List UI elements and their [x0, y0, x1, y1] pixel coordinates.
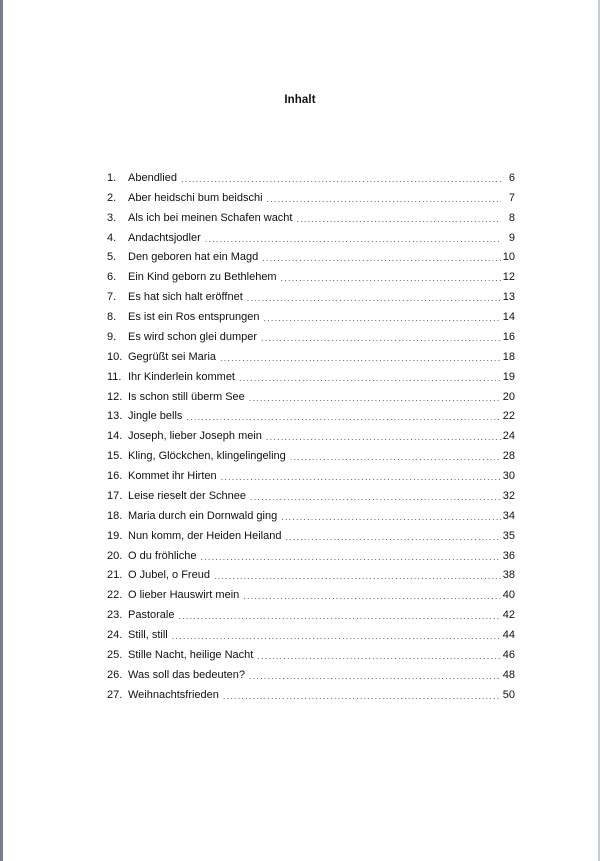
- toc-entry-title: Nun komm, der Heiden Heiland: [128, 529, 282, 542]
- toc-entry-title: Den geboren hat ein Magd: [128, 251, 259, 264]
- toc-dot-leader: [243, 589, 500, 603]
- toc-entry-page-number: 6: [508, 171, 515, 184]
- toc-entry-page-number: 12: [502, 271, 515, 284]
- page-left-edge: [0, 0, 3, 861]
- toc-dot-leader: [205, 232, 501, 246]
- toc-entry-page-number: 10: [502, 251, 515, 264]
- toc-entry-title: Was soll das bedeuten?: [128, 668, 245, 681]
- toc-entry-number: 9.: [107, 330, 117, 343]
- toc-dot-leader: [290, 450, 501, 464]
- toc-entry-title: Gegrüßt sei Maria: [128, 350, 217, 363]
- toc-entry-page-number: 13: [502, 291, 515, 304]
- toc-entry[interactable]: [107, 248, 515, 268]
- toc-entry-number: 20.: [107, 549, 123, 562]
- toc-entry-number: 17.: [107, 489, 123, 502]
- toc-entry-title: O lieber Hauswirt mein: [128, 589, 240, 602]
- toc-entry-number: 21.: [107, 569, 123, 582]
- toc-dot-leader: [220, 351, 501, 365]
- toc-entry-title: Ihr Kinderlein kommet: [128, 370, 235, 383]
- toc-entry-title: O Jubel, o Freud: [128, 569, 210, 582]
- toc-entry-number: 3.: [107, 211, 117, 224]
- toc-dot-leader: [247, 291, 501, 305]
- toc-entry-page-number: 7: [508, 191, 515, 204]
- toc-entry[interactable]: [107, 287, 515, 307]
- toc-dot-leader: [214, 569, 501, 583]
- toc-entry-title: Andachtsjodler: [128, 231, 201, 244]
- toc-entry-number: 18.: [107, 509, 123, 522]
- toc-entry-page-number: 28: [502, 450, 515, 463]
- toc-dot-leader: [296, 212, 501, 226]
- toc-entry-title: Es ist ein Ros entsprungen: [128, 311, 260, 324]
- toc-dot-leader: [223, 689, 501, 703]
- toc-entry-number: 4.: [107, 231, 117, 244]
- toc-entry[interactable]: [107, 446, 515, 466]
- toc-entry[interactable]: [107, 466, 515, 486]
- toc-entry-title: Es hat sich halt eröffnet: [128, 291, 243, 304]
- toc-entry-page-number: 35: [502, 529, 515, 542]
- toc-dot-leader: [186, 410, 500, 424]
- toc-entry-title: Als ich bei meinen Schafen wacht: [128, 211, 293, 224]
- toc-entry-number: 13.: [107, 410, 123, 423]
- toc-entry-number: 11.: [107, 370, 122, 383]
- toc-entry-number: 2.: [107, 191, 117, 204]
- page-title: Inhalt: [284, 94, 316, 106]
- toc-entry[interactable]: [107, 347, 515, 367]
- toc-entry-number: 15.: [107, 450, 123, 463]
- toc-entry-number: 8.: [107, 311, 117, 324]
- toc-entry-page-number: 14: [502, 311, 515, 324]
- toc-dot-leader: [281, 271, 501, 285]
- toc-entry[interactable]: [107, 208, 515, 228]
- toc-entry-page-number: 22: [502, 410, 515, 423]
- toc-entry-page-number: 19: [502, 370, 515, 383]
- toc-entry-title: Maria durch ein Dornwald ging: [128, 509, 278, 522]
- toc-entry[interactable]: [107, 387, 515, 407]
- toc-entry-title: Jingle bells: [128, 410, 183, 423]
- toc-dot-leader: [172, 629, 501, 643]
- toc-entry[interactable]: [107, 307, 515, 327]
- toc-dot-leader: [263, 311, 500, 325]
- toc-dot-leader: [267, 192, 501, 206]
- toc-entry-number: 7.: [107, 291, 117, 304]
- toc-entry-title: Is schon still überm See: [128, 390, 245, 403]
- toc-entry-number: 25.: [107, 648, 123, 661]
- toc-dot-leader: [178, 609, 500, 623]
- toc-entry[interactable]: [107, 585, 515, 605]
- toc-entry-title: Abendlied: [128, 171, 177, 184]
- toc-entry[interactable]: [107, 267, 515, 287]
- toc-entry-page-number: 40: [502, 589, 515, 602]
- toc-entry-page-number: 34: [502, 509, 515, 522]
- toc-entry-number: 12.: [107, 390, 123, 403]
- toc-entry-title: Es wird schon glei dumper: [128, 330, 258, 343]
- toc-entry[interactable]: [107, 407, 515, 427]
- toc-entry-number: 27.: [107, 688, 123, 701]
- toc-entry-number: 14.: [107, 430, 123, 443]
- toc-entry-title: Stille Nacht, heilige Nacht: [128, 648, 254, 661]
- toc-dot-leader: [249, 669, 501, 683]
- toc-entry[interactable]: [107, 486, 515, 506]
- toc-entry[interactable]: [107, 546, 515, 566]
- toc-entry-page-number: 20: [502, 390, 515, 403]
- toc-entry[interactable]: [107, 188, 515, 208]
- toc-dot-leader: [285, 530, 500, 544]
- toc-entry-page-number: 50: [502, 688, 515, 701]
- toc-entry[interactable]: [107, 605, 515, 625]
- toc-entry-title: Aber heidschi bum beidschi: [128, 191, 263, 204]
- toc-entry-page-number: 16: [502, 330, 515, 343]
- toc-entry[interactable]: [107, 228, 515, 248]
- toc-entry[interactable]: [107, 367, 515, 387]
- toc-entry-page-number: 24: [502, 430, 515, 443]
- toc-entry-number: 6.: [107, 271, 117, 284]
- toc-entry-number: 22.: [107, 589, 123, 602]
- toc-dot-leader: [250, 490, 501, 504]
- toc-entry-number: 24.: [107, 629, 123, 642]
- toc-entry[interactable]: [107, 685, 515, 705]
- toc-entry-title: Weihnachtsfrieden: [128, 688, 219, 701]
- toc-entry-page-number: 44: [502, 629, 515, 642]
- toc-entry[interactable]: [107, 506, 515, 526]
- toc-entry[interactable]: [107, 526, 515, 546]
- toc-entry[interactable]: [107, 327, 515, 347]
- toc-dot-leader: [200, 550, 500, 564]
- toc-entry-title: Ein Kind geborn zu Bethlehem: [128, 271, 277, 284]
- toc-entry-page-number: 36: [502, 549, 515, 562]
- toc-entry[interactable]: [107, 645, 515, 665]
- toc-entry-page-number: 46: [502, 648, 515, 661]
- toc-entry-title: Joseph, lieber Joseph mein: [128, 430, 262, 443]
- toc-dot-leader: [257, 649, 500, 663]
- toc-entry-page-number: 18: [502, 350, 515, 363]
- toc-entry-page-number: 30: [502, 470, 515, 483]
- toc-dot-leader: [239, 371, 501, 385]
- toc-entry-page-number: 38: [502, 569, 515, 582]
- toc-entry-title: Leise rieselt der Schnee: [128, 489, 247, 502]
- toc-entry[interactable]: [107, 168, 515, 188]
- toc-entry[interactable]: [107, 426, 515, 446]
- toc-entry-title: Still, still: [128, 629, 168, 642]
- toc-entry-number: 23.: [107, 609, 123, 622]
- toc-entry-page-number: 9: [508, 231, 515, 244]
- toc-entry[interactable]: [107, 665, 515, 685]
- toc-entry-page-number: 32: [502, 489, 515, 502]
- toc-entry-number: 5.: [107, 251, 117, 264]
- toc-entry[interactable]: [107, 625, 515, 645]
- toc-dot-leader: [281, 510, 501, 524]
- toc-dot-leader: [249, 391, 501, 405]
- toc-entry-number: 1.: [107, 171, 117, 184]
- toc-entry-title: Kling, Glöckchen, klingelingeling: [128, 450, 286, 463]
- toc-dot-leader: [221, 470, 501, 484]
- toc-entry-title: Kommet ihr Hirten: [128, 470, 217, 483]
- table-of-contents: [107, 168, 515, 705]
- toc-entry-page-number: 48: [502, 668, 515, 681]
- toc-entry-number: 16.: [107, 470, 123, 483]
- toc-dot-leader: [266, 430, 501, 444]
- toc-entry-title: Pastorale: [128, 609, 175, 622]
- toc-dot-leader: [261, 331, 501, 345]
- toc-entry-page-number: 42: [502, 609, 515, 622]
- toc-entry-title: O du fröhliche: [128, 549, 197, 562]
- toc-entry-number: 26.: [107, 668, 123, 681]
- toc-entry-page-number: 8: [508, 211, 515, 224]
- toc-dot-leader: [262, 251, 500, 265]
- toc-entry-number: 10.: [107, 350, 123, 363]
- toc-entry[interactable]: [107, 566, 515, 586]
- toc-entry-number: 19.: [107, 529, 123, 542]
- toc-dot-leader: [181, 172, 501, 186]
